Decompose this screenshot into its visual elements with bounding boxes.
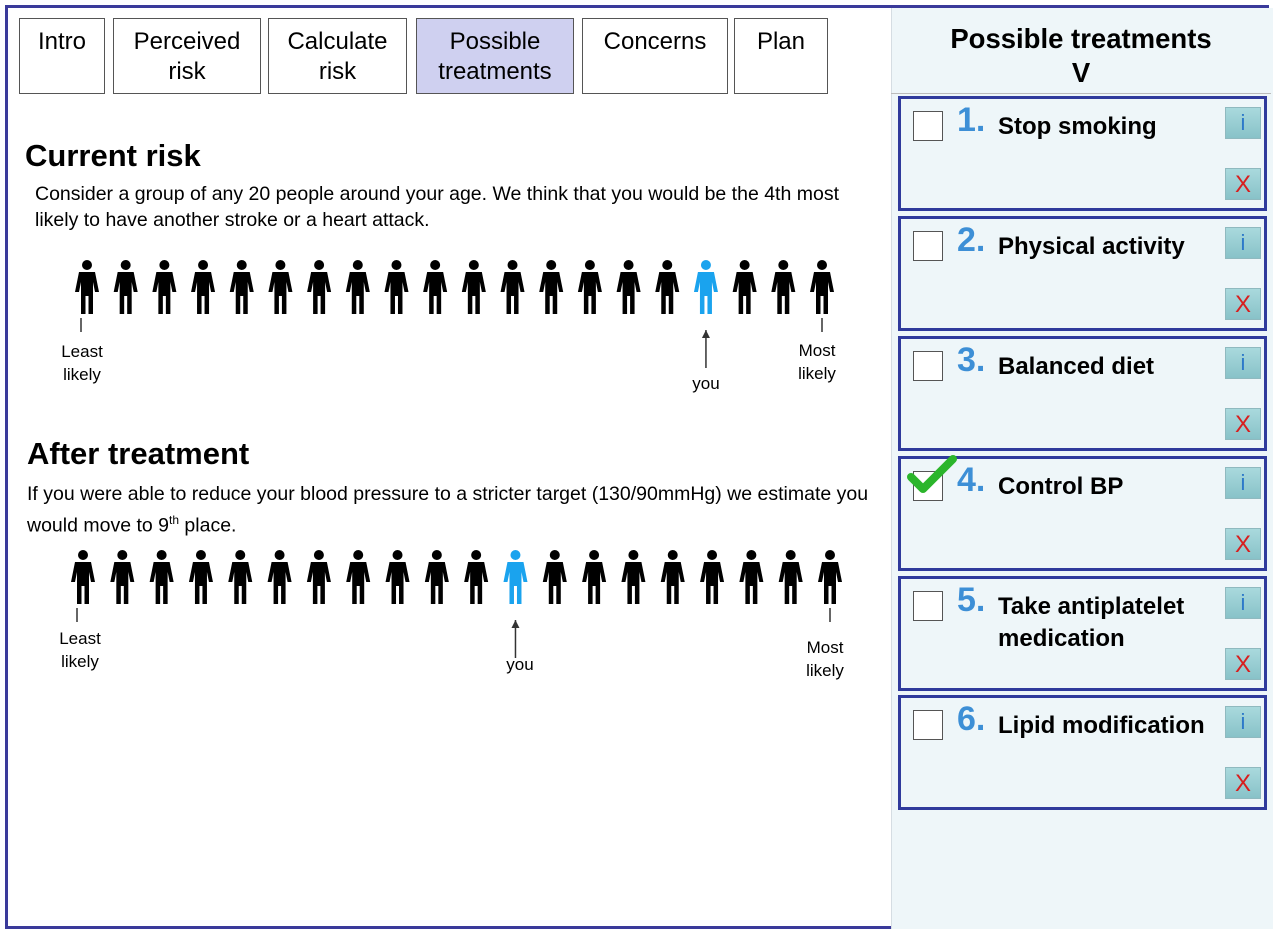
treatment-name: Physical activity <box>998 233 1185 260</box>
person-icon <box>346 260 370 314</box>
person-icon <box>228 550 252 604</box>
person-icon <box>779 550 803 604</box>
treatment-number: 2. <box>957 221 986 259</box>
person-icon <box>655 260 679 314</box>
person-icon <box>114 260 138 314</box>
person-icon <box>384 260 408 314</box>
info-button[interactable]: i <box>1225 107 1261 139</box>
person-icon <box>152 260 176 314</box>
person-icon <box>818 550 842 604</box>
after-least-likely-label: Least likely <box>59 629 101 671</box>
remove-button[interactable]: X <box>1225 528 1261 560</box>
tab-calculate-risk[interactable]: Calculate risk <box>268 18 407 94</box>
treatment-card <box>898 336 1267 451</box>
person-icon <box>771 260 795 314</box>
person-icon <box>578 260 602 314</box>
person-icon <box>501 260 525 314</box>
after-treatment-people-row <box>0 540 880 680</box>
current-you-label: you <box>692 374 720 393</box>
person-icon <box>386 550 410 604</box>
person-icon <box>307 260 331 314</box>
person-icon <box>464 550 488 604</box>
person-icon <box>543 550 567 604</box>
person-icon <box>346 550 370 604</box>
sidebar-title <box>891 8 1271 94</box>
checkmark-icon <box>907 455 957 497</box>
person-icon <box>739 550 763 604</box>
tab-intro[interactable]: Intro <box>19 18 105 94</box>
after-most-likely-label: Most likely <box>806 638 844 680</box>
treatment-number: 6. <box>957 700 986 738</box>
arrow-up-icon <box>511 620 519 628</box>
treatment-card <box>898 96 1267 211</box>
person-icon <box>425 550 449 604</box>
person-icon <box>150 550 174 604</box>
arrow-up-icon <box>702 330 710 338</box>
remove-button[interactable]: X <box>1225 408 1261 440</box>
you-person-icon <box>694 260 718 314</box>
info-button[interactable]: i <box>1225 467 1261 499</box>
person-icon <box>617 260 641 314</box>
treatment-number: 1. <box>957 101 986 139</box>
treatment-number: 5. <box>957 581 986 619</box>
person-icon <box>733 260 757 314</box>
sidebar-title-text: Possible treatments <box>950 23 1212 54</box>
person-icon <box>700 550 724 604</box>
treatment-number: 3. <box>957 341 986 379</box>
treatment-checkbox-balanced-diet[interactable] <box>913 351 943 381</box>
person-icon <box>582 550 606 604</box>
treatment-card <box>898 456 1267 571</box>
person-icon <box>621 550 645 604</box>
info-button[interactable]: i <box>1225 587 1261 619</box>
remove-button[interactable]: X <box>1225 168 1261 200</box>
person-icon <box>191 260 215 314</box>
treatment-name: Balanced diet <box>998 353 1155 380</box>
person-icon <box>810 260 834 314</box>
treatment-checkbox-take-antiplatelet-medication[interactable] <box>913 591 943 621</box>
current-most-likely-label: Most likely <box>798 341 836 383</box>
person-icon <box>268 550 292 604</box>
person-icon <box>71 550 95 604</box>
treatment-name: Lipid modification <box>998 712 1205 739</box>
remove-button[interactable]: X <box>1225 648 1261 680</box>
remove-button[interactable]: X <box>1225 767 1261 799</box>
person-icon <box>110 550 134 604</box>
tab-possible-treatments[interactable]: Possible treatments <box>416 18 574 94</box>
treatment-card <box>898 216 1267 331</box>
after-treatment-text: If you were able to reduce your blood pressure to a stricter target (130/90mmHg) we estimate you would move to 9th place. <box>27 483 869 537</box>
treatment-checkbox-lipid-modification[interactable] <box>913 710 943 740</box>
treatment-checkbox-stop-smoking[interactable] <box>913 111 943 141</box>
treatment-card <box>898 576 1267 691</box>
current-least-likely-label: Least likely <box>61 342 103 384</box>
person-icon <box>423 260 447 314</box>
treatment-name: Stop smoking <box>998 113 1157 140</box>
after-you-label: you <box>506 655 534 674</box>
person-icon <box>230 260 254 314</box>
person-icon <box>462 260 486 314</box>
remove-button[interactable]: X <box>1225 288 1261 320</box>
person-icon <box>661 550 685 604</box>
tab-concerns[interactable]: Concerns <box>582 18 728 94</box>
treatment-checkbox-physical-activity[interactable] <box>913 231 943 261</box>
person-icon <box>268 260 292 314</box>
treatment-name: Take antiplatelet medication <box>998 593 1185 652</box>
treatment-card <box>898 695 1267 810</box>
current-risk-people-row <box>0 250 880 390</box>
person-icon <box>307 550 331 604</box>
person-icon <box>539 260 563 314</box>
tab-perceived-risk[interactable]: Perceived risk <box>113 18 261 94</box>
current-risk-heading: Current risk <box>25 138 201 173</box>
tab-plan[interactable]: Plan <box>734 18 828 94</box>
sidebar-title-v: V <box>1071 57 1091 88</box>
info-button[interactable]: i <box>1225 227 1261 259</box>
treatment-name: Control BP <box>998 473 1124 500</box>
treatment-number: 4. <box>957 461 986 499</box>
you-person-icon <box>503 550 527 604</box>
current-risk-text: Consider a group of any 20 people around your age. We think that you would be the 4th most likely to have another stroke or a heart attack. <box>35 183 839 231</box>
after-treatment-heading: After treatment <box>27 436 250 471</box>
person-icon <box>189 550 213 604</box>
info-button[interactable]: i <box>1225 706 1261 738</box>
info-button[interactable]: i <box>1225 347 1261 379</box>
person-icon <box>75 260 99 314</box>
